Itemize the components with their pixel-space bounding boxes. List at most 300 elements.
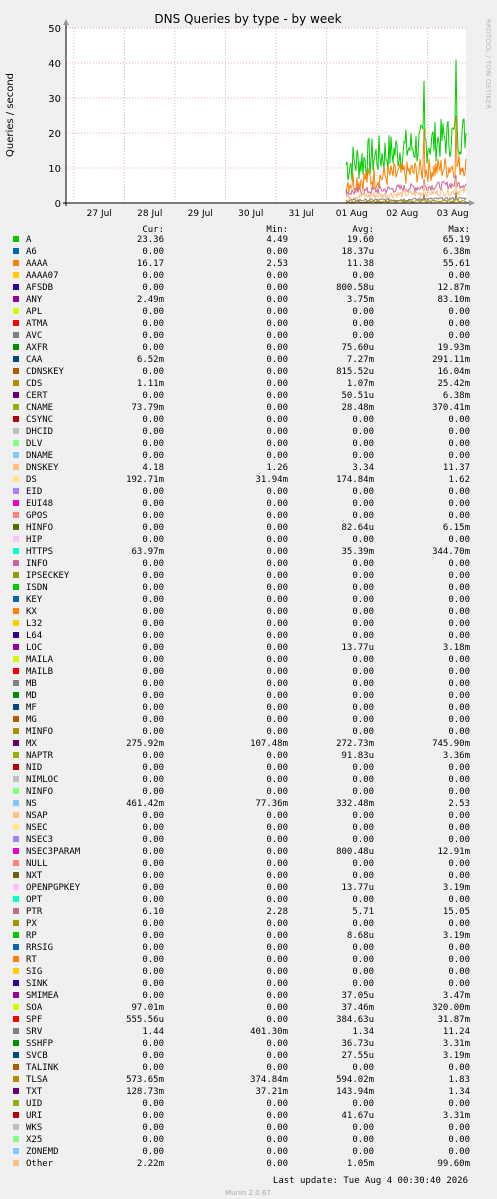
legend-cur: 0.00 — [142, 487, 164, 497]
legend-max: 0.00 — [448, 1123, 470, 1133]
legend-name: NS — [26, 799, 37, 809]
legend-swatch — [13, 440, 19, 446]
header-avg: Avg: — [352, 225, 374, 235]
legend-min: 0.00 — [266, 811, 288, 821]
legend-min: 0.00 — [266, 559, 288, 569]
legend-avg: 800.48u — [336, 847, 374, 857]
legend-swatch — [13, 1088, 19, 1094]
legend-name: URI — [26, 1111, 43, 1121]
legend-avg: 0.00 — [352, 727, 374, 737]
legend-swatch — [13, 524, 19, 530]
legend-max: 0.00 — [448, 835, 470, 845]
legend-max: 0.00 — [448, 715, 470, 725]
legend-max: 0.00 — [448, 307, 470, 317]
legend-max: 1.34 — [448, 1087, 470, 1097]
legend-max: 0.00 — [448, 667, 470, 677]
legend-min: 0.00 — [266, 343, 288, 353]
legend-cur: 1.44 — [142, 1027, 164, 1037]
legend-min: 0.00 — [266, 319, 288, 329]
legend-avg: 11.38 — [346, 259, 374, 269]
legend-cur: 0.00 — [142, 667, 164, 677]
legend-name: NSEC — [26, 823, 48, 833]
legend-name: DS — [26, 475, 37, 485]
legend-name: HINFO — [26, 523, 54, 533]
legend-name: ANY — [26, 295, 43, 305]
legend-avg: 5.71 — [352, 907, 374, 917]
legend-cur: 6.52m — [136, 355, 164, 365]
legend-name: MAILB — [26, 667, 54, 677]
legend-avg: 13.77u — [341, 643, 374, 653]
y-tick-label: 0 — [54, 199, 61, 210]
chart-title: DNS Queries by type - by week — [154, 12, 342, 26]
legend-avg: 41.67u — [341, 1111, 374, 1121]
legend-name: APL — [26, 307, 43, 317]
legend-avg: 0.00 — [352, 955, 374, 965]
legend-swatch — [13, 332, 19, 338]
legend-min: 0.00 — [266, 943, 288, 953]
legend-avg: 0.00 — [352, 979, 374, 989]
legend-cur: 0.00 — [142, 1099, 164, 1109]
legend-cur: 97.01m — [131, 1003, 164, 1013]
legend-avg: 3.75m — [346, 295, 374, 305]
legend-avg: 0.00 — [352, 1147, 374, 1157]
legend-max: 65.19 — [442, 235, 470, 245]
legend-cur: 0.00 — [142, 967, 164, 977]
legend-swatch — [13, 536, 19, 542]
legend-name: DNSKEY — [26, 463, 59, 473]
legend-min: 0.00 — [266, 571, 288, 581]
legend-swatch — [13, 968, 19, 974]
legend-min: 0.00 — [266, 331, 288, 341]
legend-max: 0.00 — [448, 559, 470, 569]
legend-cur: 555.56u — [126, 1015, 164, 1025]
legend-min: 0.00 — [266, 919, 288, 929]
legend-name: MD — [26, 691, 37, 701]
legend-min: 107.48m — [250, 739, 288, 749]
x-tick-label: 28 Jul — [137, 209, 163, 219]
legend-cur: 6.10 — [142, 907, 164, 917]
legend-swatch — [13, 548, 19, 554]
legend-min: 0.00 — [266, 955, 288, 965]
legend-swatch — [13, 860, 19, 866]
legend-min: 0.00 — [266, 427, 288, 437]
legend-cur: 461.42m — [126, 799, 164, 809]
legend-avg: 0.00 — [352, 583, 374, 593]
legend-min: 0.00 — [266, 451, 288, 461]
legend-max: 745.90m — [432, 739, 470, 749]
legend-max: 0.00 — [448, 319, 470, 329]
legend-swatch — [13, 932, 19, 938]
legend-name: SSHFP — [26, 1039, 54, 1049]
legend-min: 0.00 — [266, 535, 288, 545]
legend-swatch — [13, 788, 19, 794]
legend-cur: 0.00 — [142, 847, 164, 857]
legend-swatch — [13, 776, 19, 782]
legend-name: NSEC3 — [26, 835, 54, 845]
legend-min: 0.00 — [266, 1039, 288, 1049]
legend-min: 0.00 — [266, 1063, 288, 1073]
legend-max: 83.10m — [437, 295, 470, 305]
legend-min: 401.30m — [250, 1027, 288, 1037]
legend-min: 0.00 — [266, 967, 288, 977]
legend-name: CNAME — [26, 403, 54, 413]
legend-cur: 0.00 — [142, 607, 164, 617]
legend-max: 0.00 — [448, 703, 470, 713]
legend-cur: 0.00 — [142, 871, 164, 881]
legend-max: 0.00 — [448, 691, 470, 701]
legend-name: SRV — [26, 1027, 43, 1037]
x-tick-label: 03 Aug — [436, 209, 469, 219]
legend-swatch — [13, 812, 19, 818]
legend-avg: 0.00 — [352, 871, 374, 881]
legend-swatch — [13, 512, 19, 518]
legend-cur: 0.00 — [142, 1051, 164, 1061]
legend-cur: 0.00 — [142, 415, 164, 425]
legend-max: 6.15m — [442, 523, 470, 533]
legend-avg: 0.00 — [352, 427, 374, 437]
legend-name: MF — [26, 703, 37, 713]
legend-name: ATMA — [26, 319, 48, 329]
legend-avg: 0.00 — [352, 499, 374, 509]
legend-name: SVCB — [26, 1051, 48, 1061]
legend-cur: 275.92m — [126, 739, 164, 749]
legend-swatch — [13, 380, 19, 386]
legend-max: 3.31m — [442, 1111, 470, 1121]
legend-max: 3.36m — [442, 751, 470, 761]
legend-swatch — [13, 404, 19, 410]
legend-max: 12.87m — [437, 283, 470, 293]
legend-name: DHCID — [26, 427, 54, 437]
legend-min: 0.00 — [266, 979, 288, 989]
legend-swatch — [13, 728, 19, 734]
legend-name: INFO — [26, 559, 48, 569]
legend-min: 0.00 — [266, 595, 288, 605]
legend-min: 0.00 — [266, 1159, 288, 1169]
legend-avg: 0.00 — [352, 451, 374, 461]
legend-name: MAILA — [26, 655, 54, 665]
legend-max: 320.00m — [432, 1003, 470, 1013]
legend-avg: 1.05m — [346, 1159, 374, 1169]
legend-avg: 28.48m — [341, 403, 374, 413]
legend-cur: 0.00 — [142, 895, 164, 905]
legend-swatch — [13, 896, 19, 902]
legend-cur: 0.00 — [142, 823, 164, 833]
legend-swatch — [13, 596, 19, 602]
legend-name: SIG — [26, 967, 43, 977]
legend-max: 0.00 — [448, 487, 470, 497]
legend-avg: 0.00 — [352, 763, 374, 773]
legend-swatch — [13, 752, 19, 758]
legend-cur: 0.00 — [142, 1135, 164, 1145]
legend-max: 55.61 — [442, 259, 470, 269]
legend-min: 0.00 — [266, 547, 288, 557]
legend-cur: 0.00 — [142, 835, 164, 845]
legend-avg: 0.00 — [352, 319, 374, 329]
legend-swatch — [13, 944, 19, 950]
legend-max: 0.00 — [448, 943, 470, 953]
legend-cur: 0.00 — [142, 691, 164, 701]
legend-max: 0.00 — [448, 919, 470, 929]
legend-name: AAAA07 — [26, 271, 59, 281]
legend-min: 0.00 — [266, 607, 288, 617]
legend-swatch — [13, 668, 19, 674]
legend-avg: 91.83u — [341, 751, 374, 761]
legend-cur: 0.00 — [142, 247, 164, 257]
legend-max: 3.19m — [442, 883, 470, 893]
legend-max: 0.00 — [448, 787, 470, 797]
legend-cur: 0.00 — [142, 343, 164, 353]
legend-avg: 8.68u — [346, 931, 374, 941]
legend-cur: 0.00 — [142, 559, 164, 569]
legend-name: NSAP — [26, 811, 48, 821]
y-tick-label: 30 — [48, 94, 61, 105]
legend-avg: 18.37u — [341, 247, 374, 257]
legend-swatch — [13, 1016, 19, 1022]
legend-name: RP — [26, 931, 37, 941]
legend-max: 3.19m — [442, 931, 470, 941]
legend-name: NULL — [26, 859, 48, 869]
legend-max: 0.00 — [448, 763, 470, 773]
legend-swatch — [13, 1064, 19, 1070]
legend-avg: 0.00 — [352, 439, 374, 449]
legend-max: 0.00 — [448, 871, 470, 881]
legend-avg: 0.00 — [352, 655, 374, 665]
legend-min: 0.00 — [266, 871, 288, 881]
legend-avg: 35.39m — [341, 547, 374, 557]
legend-avg: 143.94m — [336, 1087, 374, 1097]
legend-min: 0.00 — [266, 691, 288, 701]
legend-min: 0.00 — [266, 583, 288, 593]
legend-name: A — [26, 235, 32, 245]
legend-avg: 0.00 — [352, 607, 374, 617]
legend-max: 0.00 — [448, 727, 470, 737]
legend-swatch — [13, 500, 19, 506]
legend-name: KEY — [26, 595, 43, 605]
legend-cur: 2.22m — [136, 1159, 164, 1169]
legend-avg: 19.60 — [346, 235, 374, 245]
legend-min: 0.00 — [266, 715, 288, 725]
legend-min: 0.00 — [266, 751, 288, 761]
legend-swatch — [13, 1148, 19, 1154]
legend-swatch — [13, 320, 19, 326]
legend-max: 0.00 — [448, 955, 470, 965]
legend-cur: 0.00 — [142, 499, 164, 509]
legend-min: 0.00 — [266, 439, 288, 449]
legend-name: TLSA — [26, 1075, 48, 1085]
legend-min: 0.00 — [266, 295, 288, 305]
legend-name: SOA — [26, 1003, 43, 1013]
legend-swatch — [13, 356, 19, 362]
header-min: Min: — [266, 225, 288, 235]
legend-cur: 0.00 — [142, 523, 164, 533]
legend-cur: 0.00 — [142, 427, 164, 437]
munin-version: Munin 2.0.67 — [225, 1189, 271, 1197]
legend-avg: 0.00 — [352, 571, 374, 581]
legend-avg: 0.00 — [352, 595, 374, 605]
legend-min: 0.00 — [266, 643, 288, 653]
legend-max: 344.70m — [432, 547, 470, 557]
legend-max: 0.00 — [448, 511, 470, 521]
legend-max: 0.00 — [448, 331, 470, 341]
legend-max: 0.00 — [448, 859, 470, 869]
legend-avg: 0.00 — [352, 895, 374, 905]
legend-swatch — [13, 560, 19, 566]
legend-cur: 0.00 — [142, 271, 164, 281]
legend-swatch — [13, 572, 19, 578]
legend-min: 0.00 — [266, 1051, 288, 1061]
legend-name: NID — [26, 763, 43, 773]
legend-min: 0.00 — [266, 271, 288, 281]
x-tick-label: 27 Jul — [86, 209, 112, 219]
legend-max: 0.00 — [448, 427, 470, 437]
legend-max: 0.00 — [448, 775, 470, 785]
legend-min: 0.00 — [266, 247, 288, 257]
legend-name: CDNSKEY — [26, 367, 64, 377]
legend-avg: 0.00 — [352, 823, 374, 833]
legend-avg: 37.46m — [341, 1003, 374, 1013]
x-tick-label: 30 Jul — [238, 209, 264, 219]
legend-avg: 0.00 — [352, 1135, 374, 1145]
legend-min: 0.00 — [266, 283, 288, 293]
legend-max: 0.00 — [448, 655, 470, 665]
legend-max: 0.00 — [448, 583, 470, 593]
legend-name: MG — [26, 715, 37, 725]
legend-cur: 0.00 — [142, 319, 164, 329]
legend-avg: 13.77u — [341, 883, 374, 893]
legend-min: 0.00 — [266, 487, 288, 497]
legend-max: 0.00 — [448, 271, 470, 281]
legend-max: 0.00 — [448, 499, 470, 509]
legend-avg: 272.73m — [336, 739, 374, 749]
legend-avg: 0.00 — [352, 619, 374, 629]
legend-cur: 2.49m — [136, 295, 164, 305]
legend-swatch — [13, 872, 19, 878]
legend-cur: 0.00 — [142, 883, 164, 893]
legend-avg: 0.00 — [352, 1123, 374, 1133]
legend-cur: 0.00 — [142, 751, 164, 761]
legend-max: 0.00 — [448, 607, 470, 617]
legend-cur: 0.00 — [142, 1063, 164, 1073]
legend-swatch — [13, 620, 19, 626]
x-tick-label: 31 Jul — [288, 209, 314, 219]
legend-avg: 1.34 — [352, 1027, 374, 1037]
legend-name: SPF — [26, 1015, 43, 1025]
legend-cur: 4.18 — [142, 463, 164, 473]
header-cur: Cur: — [142, 225, 164, 235]
legend-avg: 0.00 — [352, 787, 374, 797]
legend-max: 11.24 — [442, 1027, 470, 1037]
legend-name: CERT — [26, 391, 48, 401]
legend-min: 0.00 — [266, 1099, 288, 1109]
legend-max: 16.04m — [437, 367, 470, 377]
legend-swatch — [13, 308, 19, 314]
legend-max: 0.00 — [448, 571, 470, 581]
legend-max: 0.00 — [448, 811, 470, 821]
last-update: Last update: Tue Aug 4 00:30:40 2026 — [272, 1176, 468, 1186]
legend-max: 0.00 — [448, 451, 470, 461]
legend-cur: 0.00 — [142, 859, 164, 869]
legend-cur: 0.00 — [142, 703, 164, 713]
legend-name: EUI48 — [26, 499, 54, 509]
legend-swatch — [13, 392, 19, 398]
legend-max: 0.00 — [448, 679, 470, 689]
legend-cur: 0.00 — [142, 787, 164, 797]
legend-min: 0.00 — [266, 859, 288, 869]
legend-max: 0.00 — [448, 1147, 470, 1157]
legend-swatch — [13, 1076, 19, 1082]
legend-avg: 75.60u — [341, 343, 374, 353]
legend-avg: 0.00 — [352, 511, 374, 521]
legend-cur: 23.36 — [136, 235, 164, 245]
legend-name: HIP — [26, 535, 43, 545]
legend-cur: 0.00 — [142, 1039, 164, 1049]
legend-name: SINK — [26, 979, 48, 989]
legend-swatch — [13, 608, 19, 614]
legend-swatch — [13, 476, 19, 482]
legend-name: UID — [26, 1099, 43, 1109]
legend-swatch — [13, 1040, 19, 1046]
legend-avg: 0.00 — [352, 835, 374, 845]
legend-name: TALINK — [26, 1063, 59, 1073]
legend-swatch — [13, 428, 19, 434]
legend-name: NSEC3PARAM — [26, 847, 81, 857]
legend-max: 0.00 — [448, 1135, 470, 1145]
legend-name: A6 — [26, 247, 37, 257]
legend-avg: 0.00 — [352, 331, 374, 341]
legend-min: 0.00 — [266, 823, 288, 833]
legend-swatch — [13, 824, 19, 830]
legend-cur: 0.00 — [142, 979, 164, 989]
legend-swatch — [13, 260, 19, 266]
legend-swatch — [13, 236, 19, 242]
legend-min: 0.00 — [266, 1135, 288, 1145]
legend-cur: 0.00 — [142, 439, 164, 449]
legend-swatch — [13, 584, 19, 590]
legend-min: 0.00 — [266, 1123, 288, 1133]
legend-swatch — [13, 1028, 19, 1034]
legend-avg: 1.07m — [346, 379, 374, 389]
x-tick-label: 29 Jul — [187, 209, 213, 219]
legend-swatch — [13, 1112, 19, 1118]
legend-cur: 0.00 — [142, 775, 164, 785]
legend-avg: 27.55u — [341, 1051, 374, 1061]
y-tick-label: 40 — [48, 59, 61, 70]
legend-swatch — [13, 416, 19, 422]
legend-avg: 0.00 — [352, 1063, 374, 1073]
legend-avg: 0.00 — [352, 967, 374, 977]
legend-min: 0.00 — [266, 667, 288, 677]
legend-name: CAA — [26, 355, 43, 365]
legend-name: CDS — [26, 379, 43, 389]
legend-swatch — [13, 704, 19, 710]
legend-max: 0.00 — [448, 823, 470, 833]
legend-avg: 0.00 — [352, 811, 374, 821]
legend-min: 0.00 — [266, 403, 288, 413]
legend-max: 291.11m — [432, 355, 470, 365]
legend-min: 0.00 — [266, 991, 288, 1001]
legend-name: AAAA — [26, 259, 48, 269]
header-max: Max: — [448, 225, 470, 235]
legend-swatch — [13, 656, 19, 662]
legend-name: GPOS — [26, 511, 48, 521]
legend-cur: 1.11m — [136, 379, 164, 389]
legend-name: IPSECKEY — [26, 571, 70, 581]
legend-swatch — [13, 368, 19, 374]
legend-name: AFSDB — [26, 283, 54, 293]
legend-min: 2.28 — [266, 907, 288, 917]
legend-swatch — [13, 488, 19, 494]
legend-max: 19.93m — [437, 343, 470, 353]
